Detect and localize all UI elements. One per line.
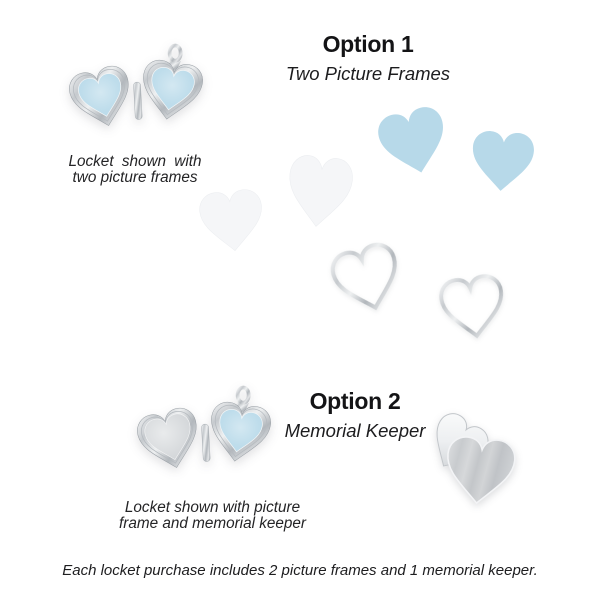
locket2-caption-line2: frame and memorial keeper	[118, 514, 307, 532]
locket1-caption	[44, 154, 226, 185]
locket2-right-half-picture-frame	[205, 400, 273, 466]
option1-title: Option 1	[322, 31, 414, 57]
locket-right-half	[137, 58, 205, 124]
blue-picture-frame-heart-2	[464, 121, 540, 205]
option1-heading	[272, 31, 464, 85]
locket-two-picture-frames-photo	[66, 42, 218, 161]
white-heart-2	[279, 147, 360, 238]
blue-picture-frame-heart-1	[368, 96, 461, 190]
locket2-caption-line1: Locket shown with picture	[124, 499, 301, 516]
locket1-caption-line1: Locket shown with	[68, 153, 202, 170]
locket-memorial-keeper-photo	[134, 384, 286, 503]
silver-wire-frame-heart-1	[322, 232, 413, 326]
silver-wire-frame-heart-2	[433, 265, 513, 352]
locket2-caption	[110, 500, 315, 531]
keeper-front-heart	[443, 435, 516, 506]
locket1-caption-line2: two picture frames	[72, 168, 198, 186]
locket-left-half	[66, 63, 137, 133]
footer-note: Each locket purchase includes 2 picture frames and 1 memorial keeper.	[62, 562, 538, 579]
white-heart-1	[192, 182, 271, 261]
locket2-left-half-memorial-keeper	[134, 405, 205, 475]
option2-title: Option 2	[309, 388, 401, 414]
locket2-hinge	[201, 424, 210, 462]
option2-subtitle: Memorial Keeper	[284, 420, 426, 441]
memorial-keeper-hearts-photo	[416, 410, 528, 520]
locket-hinge	[133, 82, 142, 120]
option1-subtitle: Two Picture Frames	[285, 63, 451, 84]
